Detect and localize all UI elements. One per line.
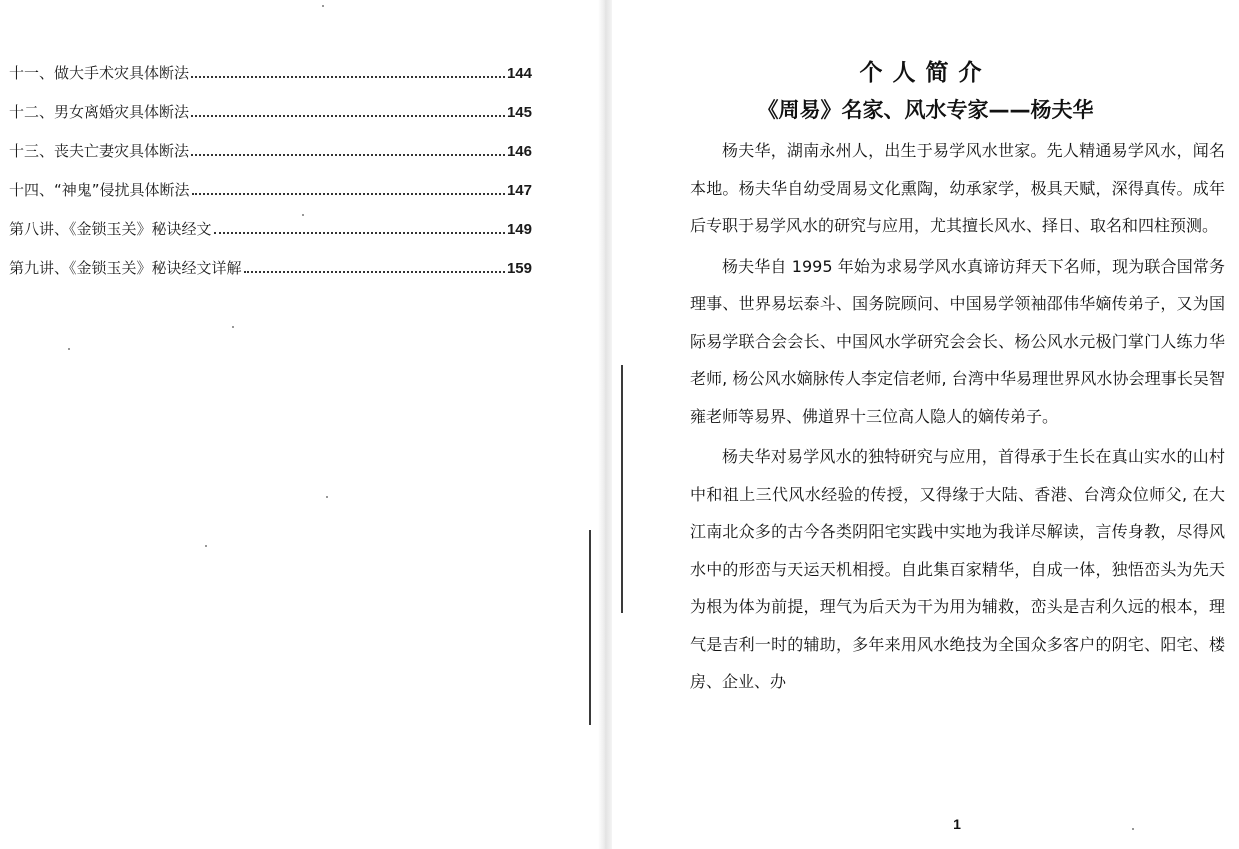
table-of-contents (9, 62, 532, 296)
toc-entry-page: 144 (506, 65, 532, 82)
toc-entry-page: 149 (506, 221, 532, 238)
toc-entry[interactable] (9, 101, 532, 140)
scan-speck (322, 5, 324, 7)
toc-entry[interactable] (9, 140, 532, 179)
toc-entry-title: 第八讲、《金锁玉关》秘诀经文 (9, 220, 212, 238)
toc-entry-title: 十二、男女离婚灾具体断法 (9, 103, 190, 121)
toc-entry[interactable] (9, 218, 532, 257)
book-gutter (598, 0, 612, 849)
toc-leader-dots (192, 192, 505, 195)
toc-leader-dots (191, 153, 505, 156)
right-page (612, 0, 1239, 849)
toc-leader-dots (214, 231, 505, 234)
toc-leader-dots (244, 270, 505, 273)
toc-entry[interactable] (9, 257, 532, 296)
scan-speck (205, 545, 207, 547)
toc-entry-title: 十一、做大手术灾具体断法 (9, 64, 190, 82)
toc-entry-title: 第九讲、《金锁玉关》秘诀经文详解 (9, 259, 242, 277)
scan-speck (326, 496, 328, 498)
toc-entry-page: 159 (506, 260, 532, 277)
body-paragraph: 杨夫华对易学风水的独特研究与应用，首得承于生长在真山实水的山村中和祖上三代风水经验的传授，又得缘于大陆、香港、台湾众位师父, 在大江南北众多的古今各类阴阳宅实践中实地为我详尽解读，言传身教，尽得风水中的形峦与天运天机相授。自此集百家精华，自成一体，独悟峦头为先天为根为体为前提，理气为后天为干为用为辅救，峦头是吉利久远的根本，理气是吉利一时的辅助，多年来用风水绝技为全国众多客户的阴宅、阳宅、楼房、企业、办 (690, 447, 1225, 691)
page-subtitle: 《周易》名家、风水专家——杨夫华 (757, 98, 1094, 122)
scan-artifact-line (621, 365, 623, 613)
body-paragraph: 杨夫华，湖南永州人，出生于易学风水世家。先人精通易学风水，闻名本地。杨夫华自幼受周易文化熏陶，幼承家学，极具天赋，深得真传。成年后专职于易学风水的研究与应用，尤其擅长风水、择日、取名和四柱预测。 (690, 141, 1225, 235)
toc-entry-title: 十四、“神鬼”侵扰具体断法 (9, 181, 190, 199)
scan-speck (68, 348, 70, 350)
toc-leader-dots (191, 114, 505, 117)
page-title: 个人简介 (859, 60, 992, 86)
toc-leader-dots (191, 75, 505, 78)
body-paragraph: 杨夫华自 1995 年始为求易学风水真谛访拜天下名师，现为联合国常务理事、世界易坛泰斗、国务院顾问、中国易学领袖邵伟华嫡传弟子，又为国际易学联合会会长、中国风水学研究会会长、杨公风水元极门掌门人练力华老师, 杨公风水嫡脉传人李定信老师, 台湾中华易理世界风水协会理事长吴智雍老师等易界、佛道界十三位高人隐人的嫡传弟子。 (690, 256, 1225, 426)
toc-entry-page: 147 (506, 182, 532, 199)
toc-entry-page: 145 (506, 104, 532, 121)
toc-entry-page: 146 (506, 143, 532, 160)
left-page (0, 0, 600, 849)
toc-entry[interactable] (9, 179, 532, 218)
toc-entry[interactable] (9, 62, 532, 101)
page-number: 1 (953, 816, 961, 832)
profile-body (690, 132, 1225, 704)
scan-speck (1132, 828, 1134, 830)
scan-speck (302, 214, 304, 216)
toc-entry-title: 十三、丧夫亡妻灾具体断法 (9, 142, 190, 160)
scan-artifact-line (589, 530, 591, 725)
scan-speck (232, 326, 234, 328)
